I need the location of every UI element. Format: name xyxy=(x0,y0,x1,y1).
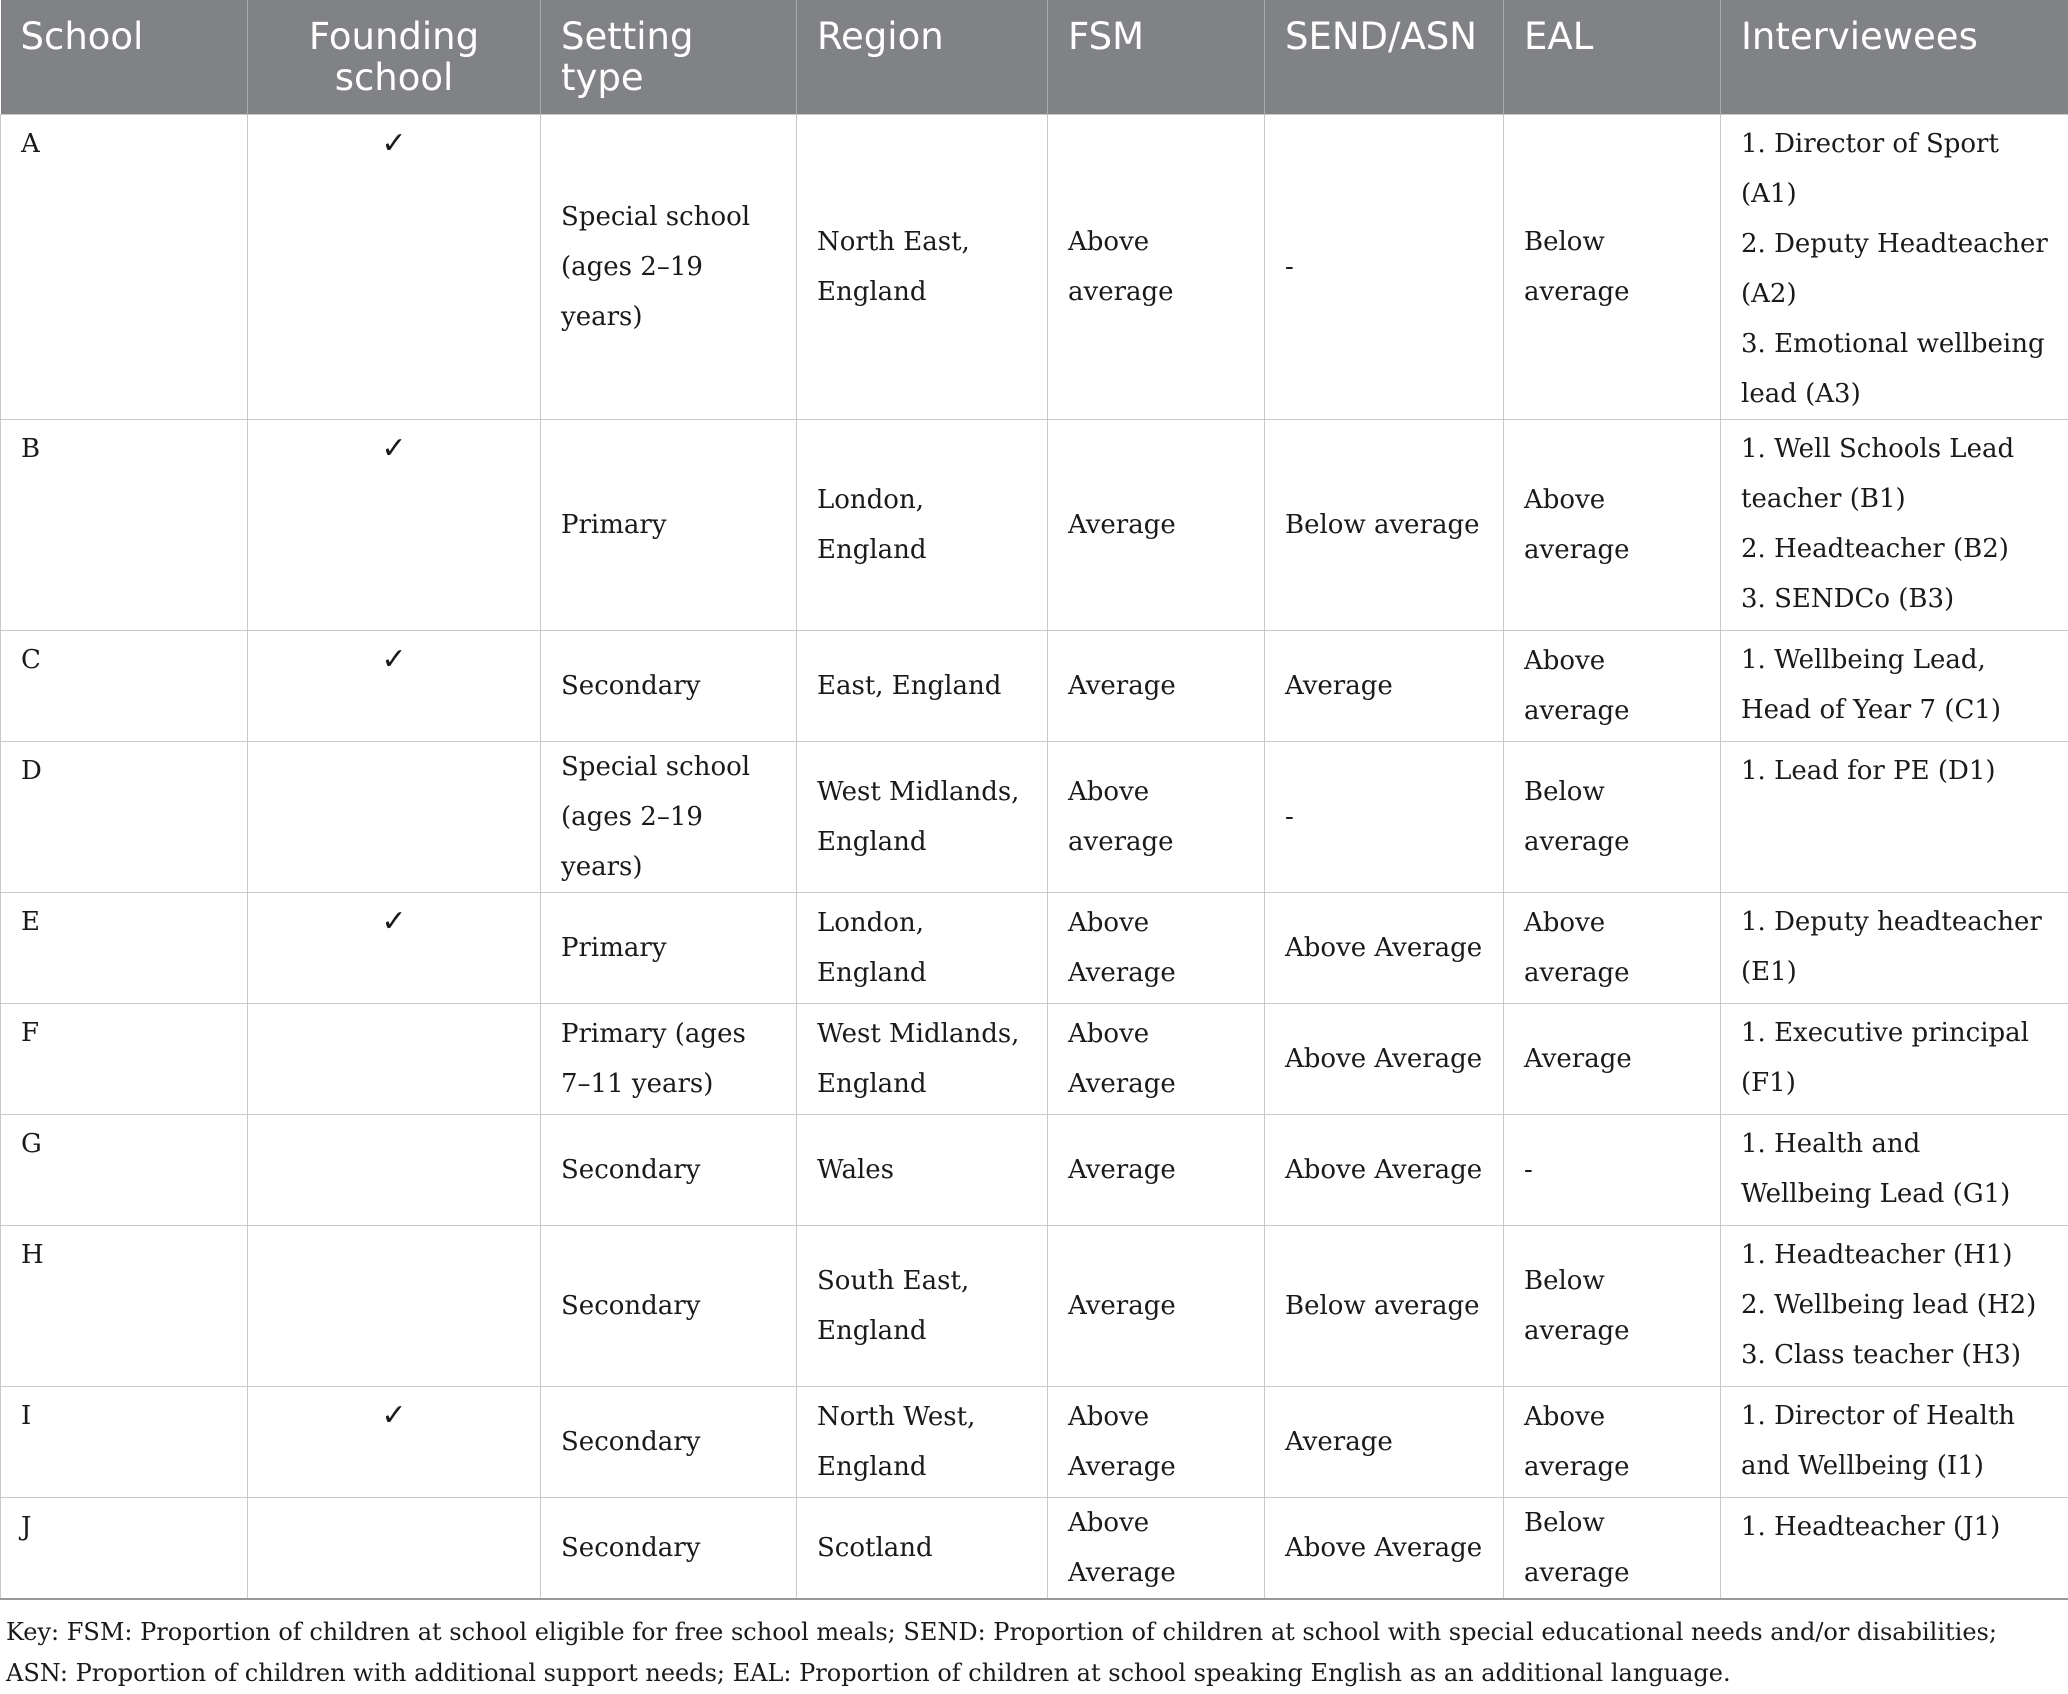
table-row xyxy=(1,1497,2068,1599)
cell-eal: Below average xyxy=(1504,1497,1721,1599)
cell-eal: Above average xyxy=(1504,419,1721,630)
interviewee-item: 2. Deputy Headteacher (A2) xyxy=(1741,219,2048,319)
cell-setting-type: Secondary xyxy=(541,630,797,741)
checkmark-icon: ✓ xyxy=(381,1398,406,1433)
cell-send-asn: Above Average xyxy=(1265,1003,1504,1114)
interviewee-item: 1. Lead for PE (D1) xyxy=(1741,746,2048,796)
interviewee-item: 2. Wellbeing lead (H2) xyxy=(1741,1280,2048,1330)
interviewee-item: 1. Wellbeing Lead, Head of Year 7 (C1) xyxy=(1741,635,2048,735)
cell-region: Wales xyxy=(797,1114,1048,1225)
header-setting-type: Setting type xyxy=(541,0,797,114)
cell-setting-type: Secondary xyxy=(541,1114,797,1225)
cell-fsm: Above average xyxy=(1048,114,1265,419)
cell-school: D xyxy=(1,741,248,892)
cell-send-asn: Above Average xyxy=(1265,1114,1504,1225)
interviewee-item: 1. Headteacher (H1) xyxy=(1741,1230,2048,1280)
cell-interviewees xyxy=(1721,1386,2068,1497)
cell-eal: Average xyxy=(1504,1003,1721,1114)
checkmark-icon: ✓ xyxy=(381,642,406,677)
cell-school: B xyxy=(1,419,248,630)
table-row xyxy=(1,1003,2068,1114)
interviewee-item: 3. Emotional wellbeing lead (A3) xyxy=(1741,319,2048,419)
cell-interviewees xyxy=(1721,892,2068,1003)
cell-region: East, England xyxy=(797,630,1048,741)
cell-eal: - xyxy=(1504,1114,1721,1225)
cell-interviewees xyxy=(1721,1003,2068,1114)
interviewee-item: 1. Executive principal (F1) xyxy=(1741,1008,2048,1108)
cell-eal: Above average xyxy=(1504,630,1721,741)
interviewee-item: 1. Director of Health and Wellbeing (I1) xyxy=(1741,1391,2048,1491)
cell-school: F xyxy=(1,1003,248,1114)
table-row xyxy=(1,892,2068,1003)
cell-send-asn: Below average xyxy=(1265,419,1504,630)
table-body xyxy=(1,114,2068,1599)
cell-interviewees xyxy=(1721,419,2068,630)
header-fsm: FSM xyxy=(1048,0,1265,114)
table-row xyxy=(1,114,2068,419)
cell-send-asn: - xyxy=(1265,114,1504,419)
cell-founding-school xyxy=(248,114,541,419)
cell-founding-school xyxy=(248,1114,541,1225)
cell-founding-school xyxy=(248,1225,541,1386)
interviewee-item: 3. Class teacher (H3) xyxy=(1741,1330,2048,1380)
cell-setting-type: Secondary xyxy=(541,1386,797,1497)
cell-school: J xyxy=(1,1497,248,1599)
cell-eal: Below average xyxy=(1504,1225,1721,1386)
cell-school: A xyxy=(1,114,248,419)
cell-send-asn: - xyxy=(1265,741,1504,892)
interviewee-item: 1. Health and Wellbeing Lead (G1) xyxy=(1741,1119,2048,1219)
cell-fsm: Above Average xyxy=(1048,892,1265,1003)
cell-interviewees xyxy=(1721,630,2068,741)
cell-fsm: Average xyxy=(1048,1225,1265,1386)
cell-school: E xyxy=(1,892,248,1003)
cell-founding-school xyxy=(248,419,541,630)
interviewee-item: 1. Well Schools Lead teacher (B1) xyxy=(1741,424,2048,524)
cell-region: North West, England xyxy=(797,1386,1048,1497)
cell-fsm: Above Average xyxy=(1048,1386,1265,1497)
cell-school: C xyxy=(1,630,248,741)
cell-founding-school xyxy=(248,892,541,1003)
cell-send-asn: Below average xyxy=(1265,1225,1504,1386)
cell-founding-school xyxy=(248,1386,541,1497)
table-row xyxy=(1,419,2068,630)
cell-founding-school xyxy=(248,1497,541,1599)
checkmark-icon: ✓ xyxy=(381,126,406,161)
header-school: School xyxy=(1,0,248,114)
cell-fsm: Above Average xyxy=(1048,1497,1265,1599)
checkmark-icon: ✓ xyxy=(381,431,406,466)
cell-fsm: Average xyxy=(1048,1114,1265,1225)
interviewee-item: 1. Headteacher (J1) xyxy=(1741,1502,2048,1552)
cell-send-asn: Above Average xyxy=(1265,1497,1504,1599)
cell-region: Scotland xyxy=(797,1497,1048,1599)
cell-interviewees xyxy=(1721,1497,2068,1599)
cell-fsm: Above average xyxy=(1048,741,1265,892)
header-eal: EAL xyxy=(1504,0,1721,114)
cell-founding-school xyxy=(248,741,541,892)
header-send-asn: SEND/ASN xyxy=(1265,0,1504,114)
cell-fsm: Average xyxy=(1048,630,1265,741)
cell-region: London, England xyxy=(797,892,1048,1003)
cell-school: H xyxy=(1,1225,248,1386)
cell-school: I xyxy=(1,1386,248,1497)
table-row xyxy=(1,1386,2068,1497)
interviewee-item: 3. SENDCo (B3) xyxy=(1741,574,2048,624)
cell-send-asn: Above Average xyxy=(1265,892,1504,1003)
cell-founding-school xyxy=(248,630,541,741)
cell-region: West Midlands, England xyxy=(797,1003,1048,1114)
cell-setting-type: Primary (ages 7–11 years) xyxy=(541,1003,797,1114)
cell-setting-type: Secondary xyxy=(541,1225,797,1386)
cell-region: South East, England xyxy=(797,1225,1048,1386)
header-region: Region xyxy=(797,0,1048,114)
cell-setting-type: Special school (ages 2–19 years) xyxy=(541,741,797,892)
cell-eal: Above average xyxy=(1504,892,1721,1003)
table-footnote: Key: FSM: Proportion of children at school eligible for free school meals; SEND: Proportion of children at school with special educational needs and/or disabilities; ASN: Proportion of children with additional support needs; EAL: Proportion of children at school speaking English as an additional language. xyxy=(0,1612,2068,1694)
table-row xyxy=(1,630,2068,741)
header-founding-school: Founding school xyxy=(248,0,541,114)
cell-region: London, England xyxy=(797,419,1048,630)
cell-interviewees xyxy=(1721,114,2068,419)
header-row xyxy=(1,0,2068,114)
cell-eal: Below average xyxy=(1504,114,1721,419)
table-row xyxy=(1,1114,2068,1225)
table-row xyxy=(1,1225,2068,1386)
cell-school: G xyxy=(1,1114,248,1225)
table-row xyxy=(1,741,2068,892)
cell-region: North East, England xyxy=(797,114,1048,419)
cell-fsm: Above Average xyxy=(1048,1003,1265,1114)
cell-fsm: Average xyxy=(1048,419,1265,630)
interviewee-item: 2. Headteacher (B2) xyxy=(1741,524,2048,574)
cell-send-asn: Average xyxy=(1265,630,1504,741)
cell-eal: Above average xyxy=(1504,1386,1721,1497)
checkmark-icon: ✓ xyxy=(381,904,406,939)
cell-interviewees xyxy=(1721,1225,2068,1386)
cell-setting-type: Secondary xyxy=(541,1497,797,1599)
cell-region: West Midlands, England xyxy=(797,741,1048,892)
interviewee-item: 1. Deputy headteacher (E1) xyxy=(1741,897,2048,997)
cell-send-asn: Average xyxy=(1265,1386,1504,1497)
cell-founding-school xyxy=(248,1003,541,1114)
header-interviewees: Interviewees xyxy=(1721,0,2068,114)
cell-eal: Below average xyxy=(1504,741,1721,892)
interviewee-item: 1. Director of Sport (A1) xyxy=(1741,119,2048,219)
cell-interviewees xyxy=(1721,741,2068,892)
cell-setting-type: Primary xyxy=(541,892,797,1003)
cell-setting-type: Special school (ages 2–19 years) xyxy=(541,114,797,419)
cell-interviewees xyxy=(1721,1114,2068,1225)
cell-setting-type: Primary xyxy=(541,419,797,630)
